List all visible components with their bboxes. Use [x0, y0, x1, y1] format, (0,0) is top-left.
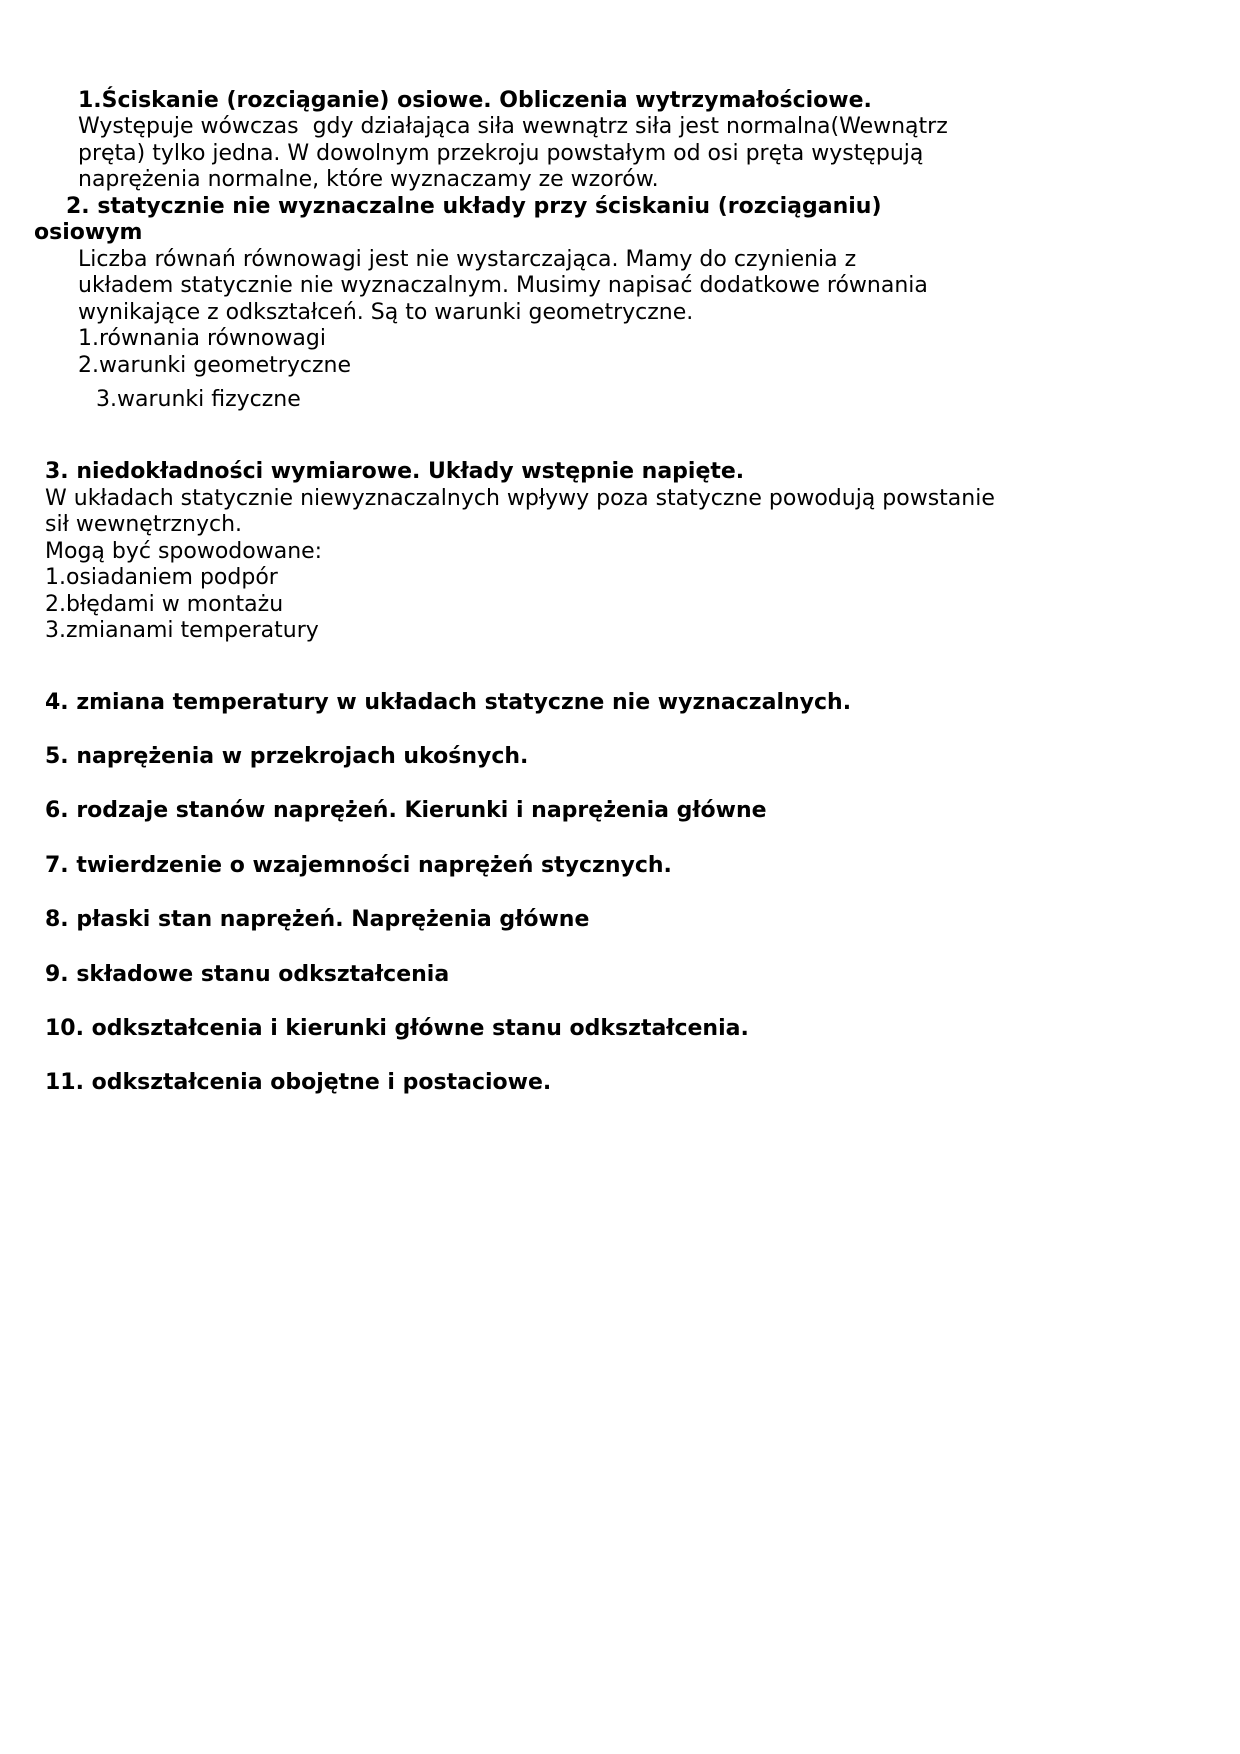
- section-3-list-item: 2.błędami w montażu: [45, 592, 284, 617]
- section-3-body-line: sił wewnętrznych.: [45, 512, 243, 537]
- topic-heading: 7. twierdzenie o wzajemności naprężeń stycznych.: [45, 853, 672, 878]
- topic-heading: 11. odkształcenia obojętne i postaciowe.: [45, 1070, 552, 1095]
- section-1-body-line: Występuje wówczas gdy działająca siła wewnątrz siła jest normalna(Wewnątrz: [78, 114, 948, 139]
- section-3-heading: 3. niedokładności wymiarowe. Układy wstępnie napięte.: [45, 459, 745, 484]
- section-2-list-item: 3.warunki fizyczne: [96, 387, 301, 412]
- section-3-list-item: 3.zmianami temperatury: [45, 618, 319, 643]
- section-2-list-item: 2.warunki geometryczne: [78, 353, 351, 378]
- topic-heading: 9. składowe stanu odkształcenia: [45, 962, 450, 987]
- section-1-body-line: pręta) tylko jedna. W dowolnym przekroju powstałym od osi pręta występują: [78, 141, 924, 166]
- section-2-heading-continuation: osiowym: [34, 220, 143, 245]
- topic-heading: 8. płaski stan naprężeń. Naprężenia główne: [45, 907, 590, 932]
- section-2-list-item: 1.równania równowagi: [78, 326, 326, 351]
- section-2-body-line: Liczba równań równowagi jest nie wystarczająca. Mamy do czynienia z: [78, 247, 857, 272]
- section-2-heading: 2. statycznie nie wyznaczalne układy przy ściskaniu (rozciąganiu): [66, 194, 882, 219]
- topic-heading: 6. rodzaje stanów naprężeń. Kierunki i naprężenia główne: [45, 798, 767, 823]
- section-1-body-line: naprężenia normalne, które wyznaczamy ze wzorów.: [78, 167, 659, 192]
- section-3-body-line: W układach statycznie niewyznaczalnych wpływy poza statyczne powodują powstanie: [45, 486, 995, 511]
- section-1-heading: 1.Ściskanie (rozciąganie) osiowe. Obliczenia wytrzymałościowe.: [78, 88, 872, 113]
- section-2-body-line: wynikające z odkształceń. Są to warunki geometryczne.: [78, 300, 694, 325]
- section-2-body-line: układem statycznie nie wyznaczalnym. Musimy napisać dodatkowe równania: [78, 273, 928, 298]
- section-3-list-item: 1.osiadaniem podpór: [45, 565, 278, 590]
- topic-heading: 10. odkształcenia i kierunki główne stanu odkształcenia.: [45, 1016, 749, 1041]
- topic-heading: 4. zmiana temperatury w układach statyczne nie wyznaczalnych.: [45, 690, 852, 715]
- section-3-body-line: Mogą być spowodowane:: [45, 539, 323, 564]
- topic-heading: 5. naprężenia w przekrojach ukośnych.: [45, 744, 529, 769]
